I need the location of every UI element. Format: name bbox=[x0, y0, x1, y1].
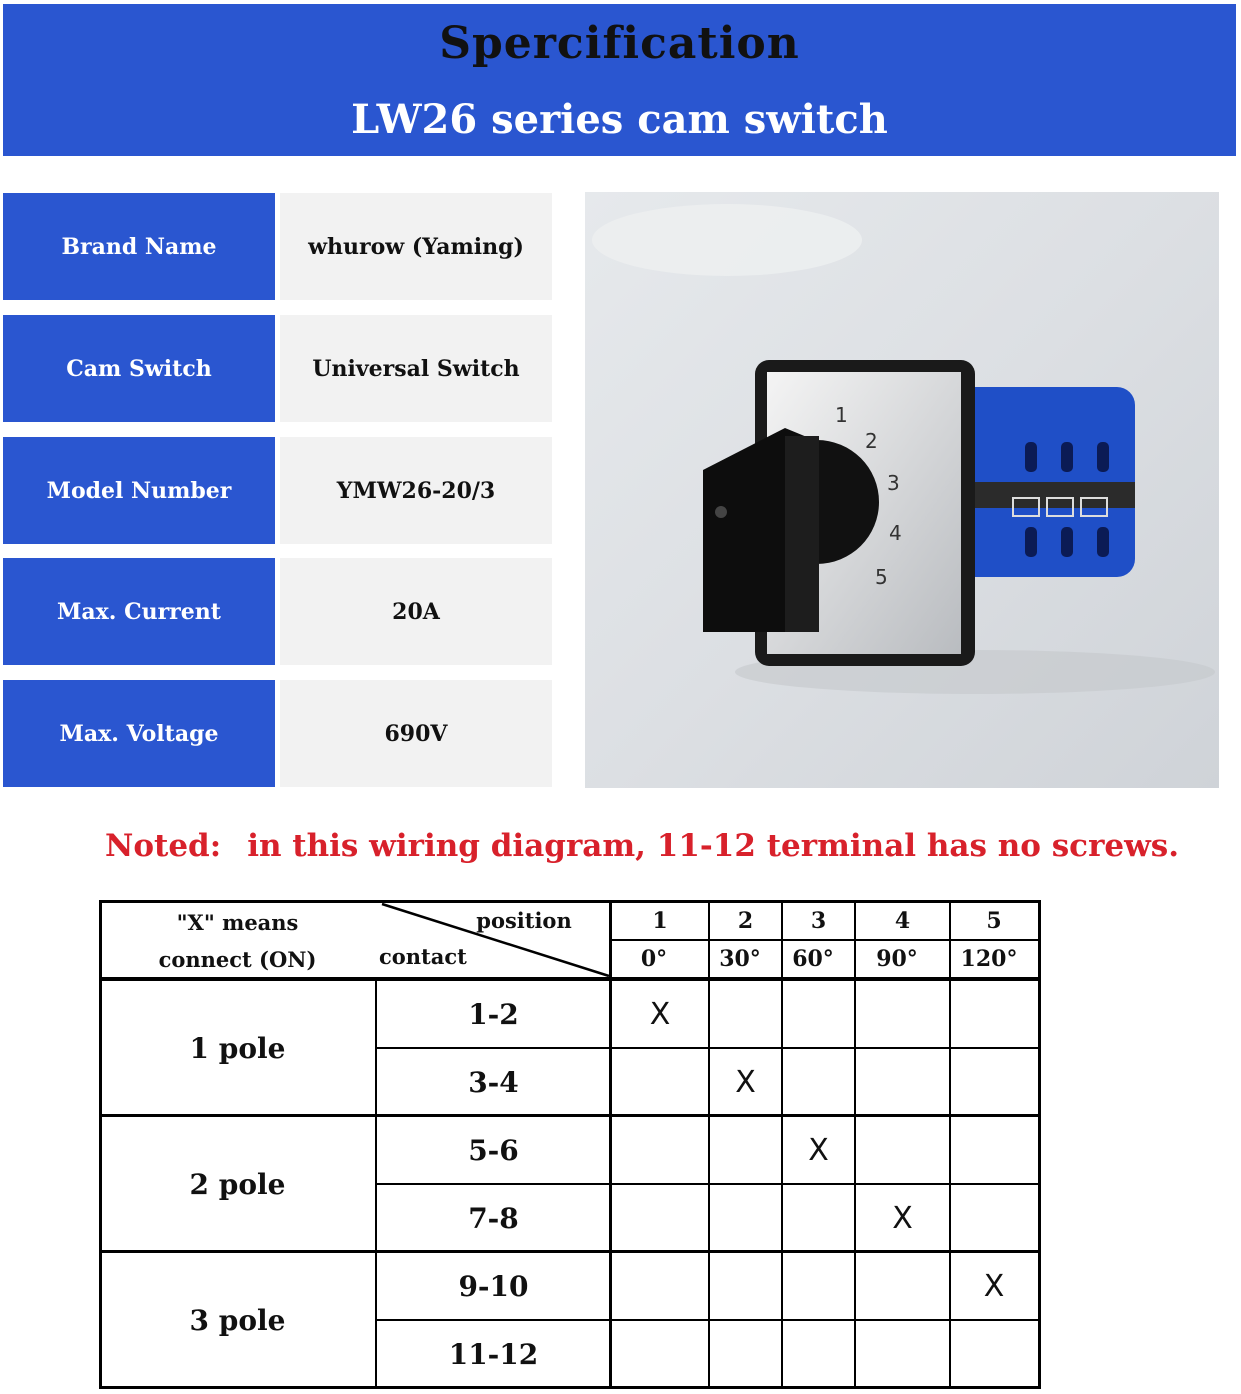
position-angle: 120° bbox=[960, 946, 1018, 972]
dial-number-3: 3 bbox=[887, 471, 900, 495]
grid-line bbox=[99, 900, 1041, 903]
position-number: 5 bbox=[986, 908, 1002, 934]
connection-mark: X bbox=[983, 1268, 1005, 1304]
position-number: 2 bbox=[737, 908, 754, 934]
dial-number-1: 1 bbox=[835, 403, 848, 427]
position-number: 1 bbox=[652, 908, 668, 934]
position-angle: 60° bbox=[792, 946, 834, 972]
grid-line bbox=[375, 980, 377, 1389]
pole-label: 1 pole bbox=[189, 1031, 286, 1065]
spec-value-cam-switch: Universal Switch bbox=[280, 315, 552, 422]
contact-label: 5-6 bbox=[468, 1133, 519, 1167]
header-title: Spercification bbox=[439, 18, 800, 69]
watermark-blur bbox=[592, 204, 862, 276]
header-subtitle: LW26 series cam switch bbox=[351, 96, 888, 143]
grid-line bbox=[611, 939, 1041, 941]
cam-body bbox=[955, 387, 1135, 577]
legend-line-2: connect (ON) bbox=[158, 946, 317, 972]
position-angle: 30° bbox=[719, 946, 761, 972]
position-angle: 0° bbox=[640, 946, 668, 972]
grid-line bbox=[99, 900, 102, 1389]
position-header-label: position bbox=[476, 907, 572, 933]
note-text: in this wiring diagram, 11-12 terminal has no screws. bbox=[247, 828, 1180, 864]
spec-header bbox=[3, 4, 1236, 156]
contact-header-label: contact bbox=[379, 943, 467, 969]
contact-label: 7-8 bbox=[468, 1201, 519, 1235]
connection-mark: X bbox=[892, 1200, 913, 1236]
spec-label-voltage: Max. Voltage bbox=[3, 680, 275, 787]
contact-label: 1-2 bbox=[468, 997, 519, 1031]
cam-switch-image bbox=[585, 192, 1219, 788]
dial-number-5: 5 bbox=[875, 565, 888, 589]
grid-line bbox=[99, 977, 1041, 981]
grid-line bbox=[99, 1386, 1041, 1389]
spec-label-current: Max. Current bbox=[3, 558, 275, 665]
pole-label: 3 pole bbox=[189, 1303, 286, 1337]
contact-label: 11-12 bbox=[448, 1337, 539, 1371]
connection-mark: X bbox=[649, 996, 671, 1032]
spec-value-voltage: 690V bbox=[280, 680, 552, 787]
product-photo bbox=[585, 192, 1219, 788]
spec-value-current: 20A bbox=[280, 558, 552, 665]
dial-number-2: 2 bbox=[865, 429, 878, 453]
position-number: 4 bbox=[894, 908, 911, 934]
spec-value-model: YMW26-20/3 bbox=[280, 437, 552, 544]
pole-label: 2 pole bbox=[189, 1167, 286, 1201]
spec-label-brand: Brand Name bbox=[3, 193, 275, 300]
connection-mark: X bbox=[735, 1064, 756, 1100]
grid-line bbox=[99, 1114, 1041, 1117]
header-diagonal bbox=[376, 900, 611, 980]
connection-mark: X bbox=[808, 1132, 829, 1168]
spec-value-brand: whurow (Yaming) bbox=[280, 193, 552, 300]
spec-label-cam-switch: Cam Switch bbox=[3, 315, 275, 422]
dial-number-4: 4 bbox=[889, 521, 902, 545]
spec-label-model: Model Number bbox=[3, 437, 275, 544]
grid-line bbox=[1038, 900, 1041, 1389]
grid-line bbox=[708, 900, 710, 1389]
contact-label: 9-10 bbox=[458, 1269, 529, 1303]
legend-line-1: "X" means bbox=[176, 909, 299, 935]
grid-line bbox=[609, 900, 612, 1389]
wiring-note bbox=[105, 828, 1179, 864]
position-angle: 90° bbox=[876, 946, 918, 972]
contact-label: 3-4 bbox=[468, 1065, 519, 1099]
position-number: 3 bbox=[810, 908, 827, 934]
note-prefix: Noted: bbox=[105, 828, 222, 864]
